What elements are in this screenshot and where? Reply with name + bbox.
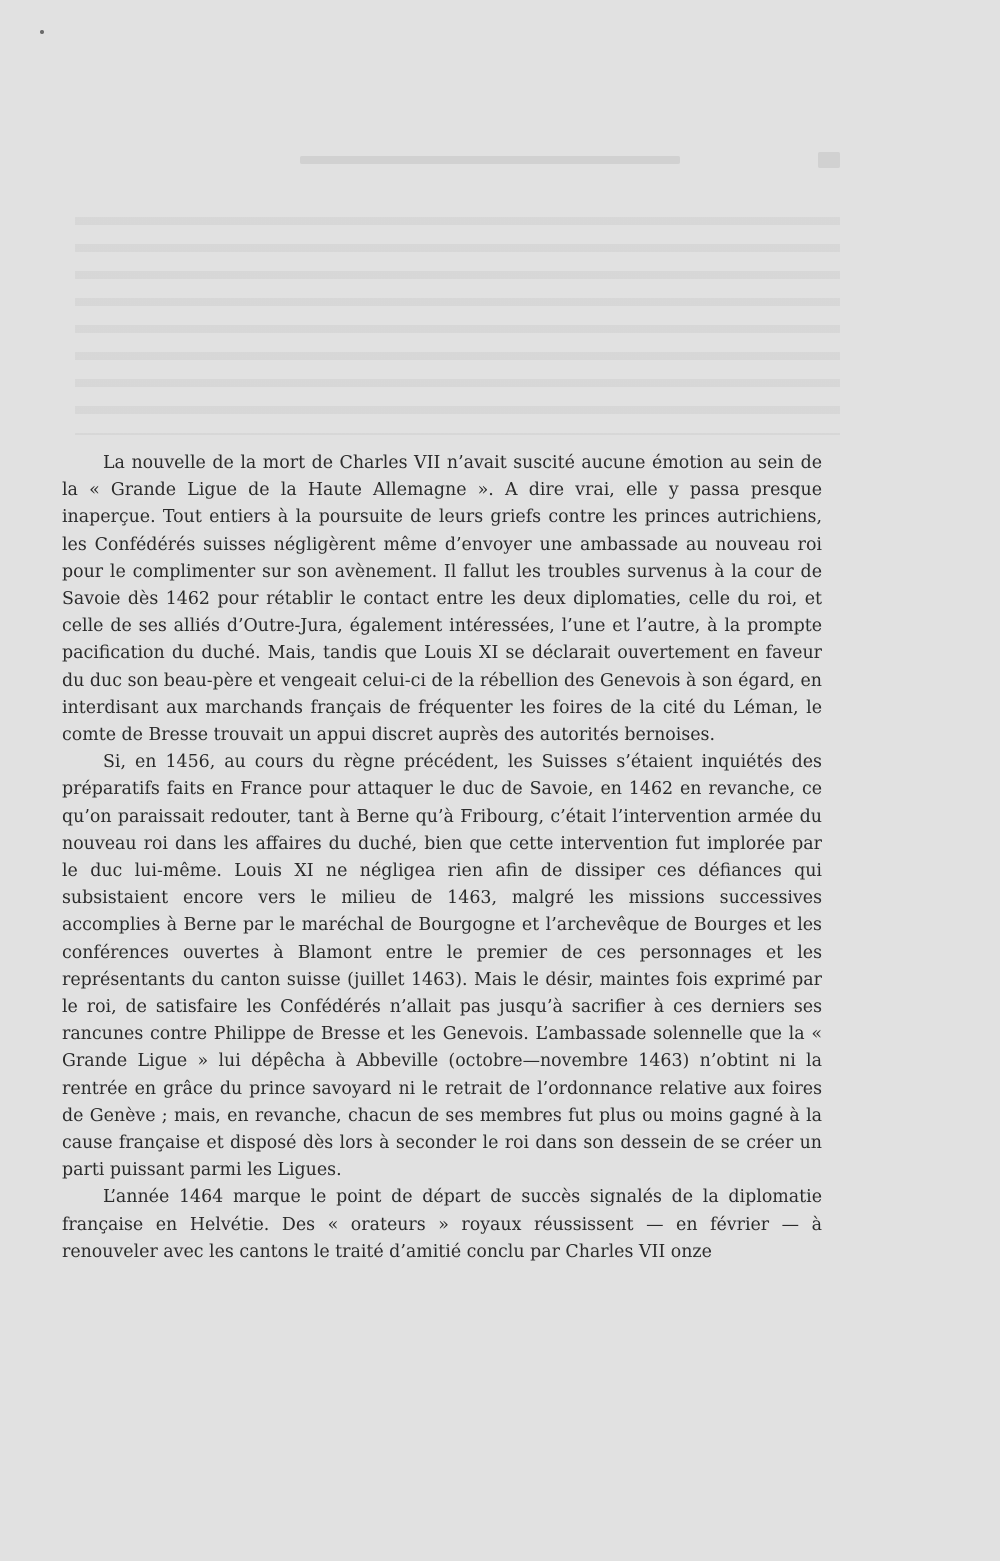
bleed-through-running-header xyxy=(300,152,840,170)
paragraph: L’année 1464 marque le point de départ de succès signalés de la diplomatie française en Helvétie. Des « orateurs » royaux réussissent — en février — à renouveler avec les cantons le traité d’amitié conclu par Charles VII onze xyxy=(62,1187,822,1262)
paper-speck xyxy=(40,30,44,34)
bleed-through-text xyxy=(75,205,840,435)
paragraph: La nouvelle de la mort de Charles VII n’avait suscité aucune émotion au sein de la « Grande Ligue de la Haute Allemagne ». A dire vrai, elle y passa presque inaperçue. Tout entiers à la poursuite de leurs griefs contre les princes autrichiens, les Confédérés suisses négligèrent même d’envoyer une ambassade au nouveau roi pour le complimenter sur son avènement. Il fallut les troubles survenus à la cour de Savoie dès 1462 pour rétablir le contact entre les deux diplomaties, celle du roi, et celle de ses alliés d’Outre-Jura, également intéressées, l’une et l’autre, à la prompte pacification du duché. Mais, tandis que Louis XI se déclarait ouvertement en faveur du duc son beau-père et vengeait celui-ci de la rébellion des Genevois à son égard, en interdisant aux marchands français de fréquenter les foires de la cité du Léman, le comte de Bresse trouvait un appui discret auprès des autorités bernoises. xyxy=(62,453,822,746)
body-text xyxy=(62,450,822,1266)
paragraph: Si, en 1456, au cours du règne précédent, les Suisses s’étaient inquiétés des préparatifs faits en France pour attaquer le duc de Savoie, en 1462 en revanche, ce qu’on paraissait redouter, tant à Berne qu’à Fribourg, c’était l’intervention armée du nouveau roi dans les affaires du duché, bien que cette intervention fut implorée par le duc lui-même. Louis XI ne négligea rien afin de dissiper ces défiances qui subsistaient encore vers le milieu de 1463, malgré les missions successives accomplies à Berne par le maréchal de Bourgogne et l’archevêque de Bourges et les conférences ouvertes à Blamont entre le premier de ces personnages et les représentants du canton suisse (juillet 1463). Mais le désir, maintes fois exprimé par le roi, de satisfaire les Confédérés n’allait pas jusqu’à sacrifier à ces derniers ses rancunes contre Philippe de Bresse et les Genevois. L’ambassade solennelle que la « Grande Ligue » lui dépêcha à Abbeville (octobre—novembre 1463) n’obtint ni la rentrée en grâce du prince savoyard ni le retrait de l’ordonnance relative aux foires de Genève ; mais, en revanche, chacun de ses membres fut plus ou moins gagné à la cause française et disposé dès lors à seconder le roi dans son dessein de se créer un parti puissant parmi les Ligues. xyxy=(62,752,822,1181)
